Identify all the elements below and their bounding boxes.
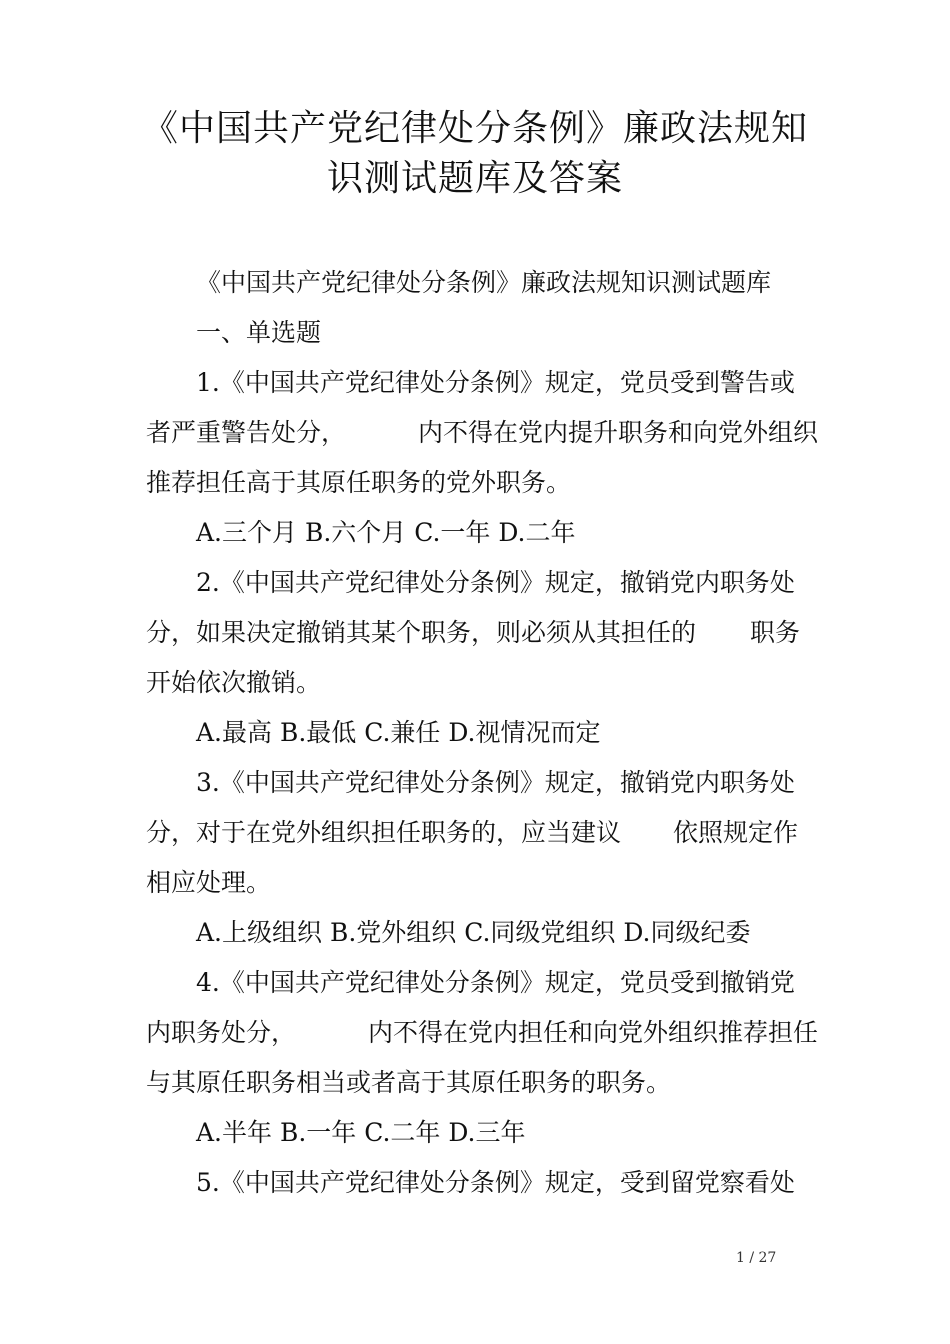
question-3-text-before-blank: 分，对于在党外组织担任职务的，应当建议: [146, 818, 622, 847]
question-1-text-before-blank: 者严重警告处分，: [146, 418, 347, 447]
question-4-line-2: [146, 1016, 818, 1050]
section-heading: 一、单选题: [196, 318, 322, 347]
question-1-line-1: 1.《中国共产党纪律处分条例》规定，党员受到警告或: [196, 368, 795, 397]
question-3-text-after-blank: 依照规定作: [673, 818, 799, 847]
document-title-line-2: 识测试题库及答案: [326, 158, 623, 199]
document-subtitle: 《中国共产党纪律处分条例》廉政法规知识测试题库: [196, 268, 772, 297]
question-1-text-after-blank: 内不得在党内提升职务和向党外组织: [418, 418, 819, 447]
question-2-line-2: [146, 616, 800, 650]
question-2-text-after-blank: 职务: [750, 618, 801, 647]
question-1-line-3: 推荐担任高于其原任职务的党外职务。: [146, 468, 572, 497]
question-5-line-1: 5.《中国共产党纪律处分条例》规定，受到留党察看处: [196, 1168, 795, 1197]
question-2-line-3: 开始依次撤销。: [146, 668, 322, 697]
question-4-options: A.半年 B.一年 C.二年 D.三年: [196, 1118, 526, 1147]
question-4-line-1: 4.《中国共产党纪律处分条例》规定，党员受到撤销党: [196, 968, 795, 997]
question-2-line-1: 2.《中国共产党纪律处分条例》规定，撤销党内职务处: [196, 568, 795, 597]
question-4-text-before-blank: 内职务处分，: [146, 1018, 297, 1047]
question-1-options: A.三个月 B.六个月 C.一年 D.二年: [196, 518, 576, 547]
question-3-line-1: 3.《中国共产党纪律处分条例》规定，撤销党内职务处: [196, 768, 795, 797]
page-number: 1 / 27: [736, 1250, 777, 1266]
question-4-line-3: 与其原任职务相当或者高于其原任职务的职务。: [146, 1068, 672, 1097]
question-2-text-before-blank: 分，如果决定撤销其某个职务，则必须从其担任的: [146, 618, 697, 647]
question-2-options: A.最高 B.最低 C.兼任 D.视情况而定: [196, 718, 601, 747]
question-4-text-after-blank: 内不得在党内担任和向党外组织推荐担任: [368, 1018, 819, 1047]
document-title-line-1: 《中国共产党纪律处分条例》廉政法规知: [141, 108, 808, 149]
question-3-line-3: 相应处理。: [146, 868, 272, 897]
question-1-line-2: [146, 416, 818, 450]
question-3-line-2: [146, 816, 798, 850]
question-3-options: A.上级组织 B.党外组织 C.同级党组织 D.同级纪委: [196, 918, 751, 947]
